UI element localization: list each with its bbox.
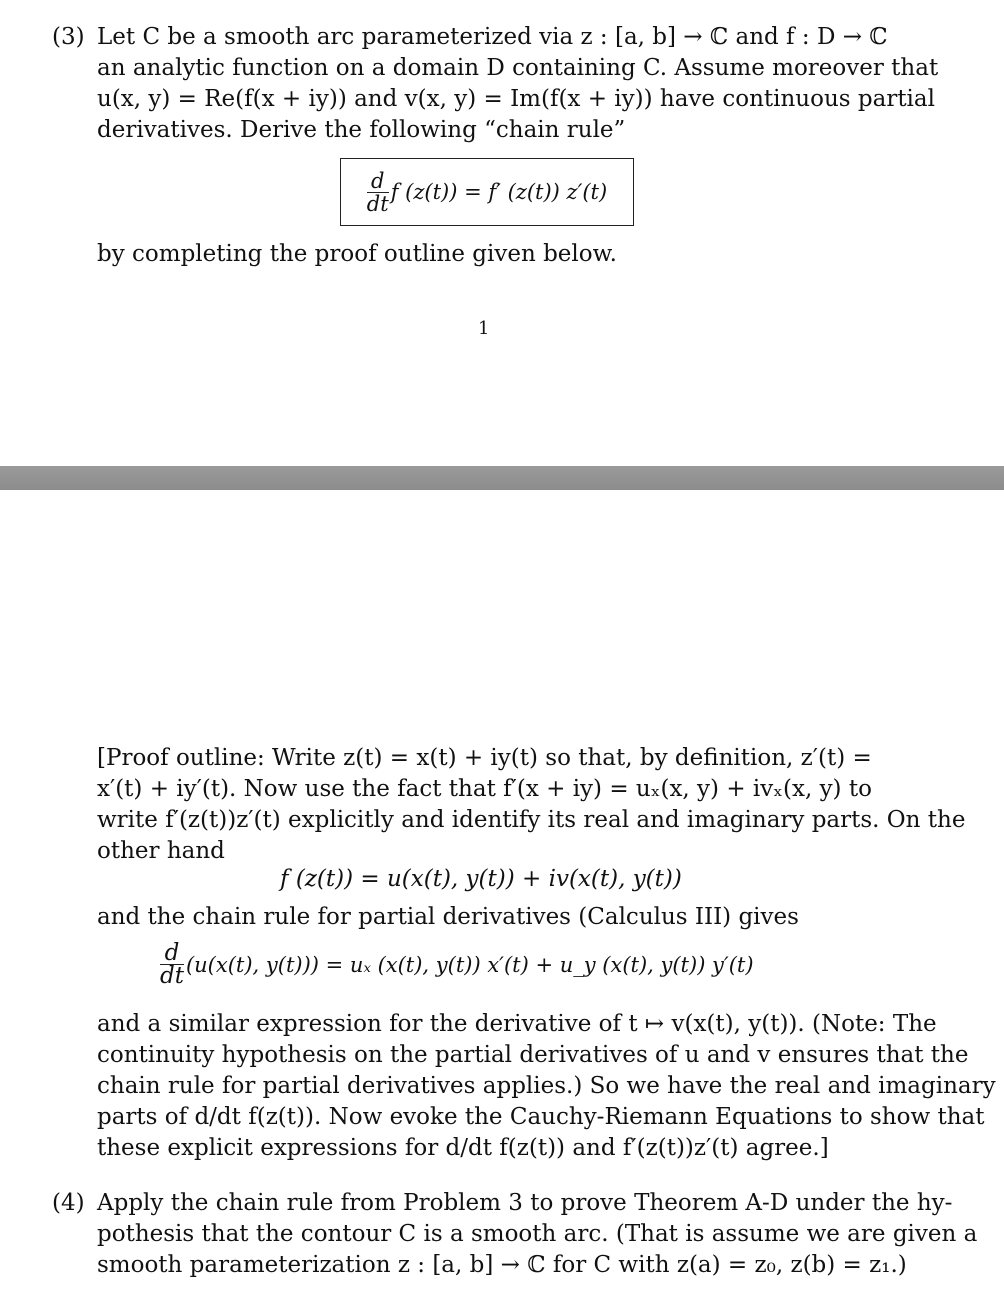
fraction-denominator: dt	[160, 963, 184, 989]
page-separator	[0, 466, 1004, 490]
proof-line: x′(t) + iy′(t). Now use the fact that f′(x + iy) = uₓ(x, y) + ivₓ(x, y) to	[97, 776, 872, 802]
proof-line: write f′(z(t))z′(t) explicitly and identify its real and imaginary parts. On the	[97, 807, 966, 833]
page-number: 1	[478, 318, 490, 339]
problem-3-line: Let C be a smooth arc parameterized via z : [a, b] → ℂ and f : D → ℂ	[97, 24, 888, 50]
fraction-numerator: d	[160, 942, 184, 965]
equation-partial-chain-rule	[160, 942, 754, 987]
problem-4-line: pothesis that the contour C is a smooth arc. (That is assume we are given a	[97, 1221, 978, 1247]
problem-3-line: derivatives. Derive the following “chain rule”	[97, 117, 626, 143]
equation-f-of-z: f (z(t)) = u(x(t), y(t)) + iv(x(t), y(t))	[280, 866, 682, 892]
page-1	[0, 0, 1004, 466]
proof-line: and a similar expression for the derivative of t ↦ v(x(t), y(t)). (Note: The	[97, 1011, 937, 1037]
proof-line: chain rule for partial derivatives applies.) So we have the real and imaginary	[97, 1073, 996, 1099]
problem-3-line: u(x, y) = Re(f(x + iy)) and v(x, y) = Im(f(x + iy)) have continuous partial	[97, 86, 935, 112]
chain-rule-intro-line: and the chain rule for partial derivatives (Calculus III) gives	[97, 904, 799, 930]
derivative-fraction	[160, 942, 184, 987]
problem-3-number: (3)	[52, 24, 85, 50]
chain-rule-intro	[97, 902, 961, 933]
boxed-chain-rule-equation	[340, 158, 634, 226]
proof-line: these explicit expressions for d/dt f(z(t)) and f′(z(t))z′(t) agree.]	[97, 1135, 829, 1161]
problem-3-closing	[97, 239, 961, 270]
derivative-fraction	[367, 170, 389, 215]
proof-line: [Proof outline: Write z(t) = x(t) + iy(t) so that, by definition, z′(t) =	[97, 745, 872, 771]
page-2	[0, 490, 1004, 1298]
problem-4-statement	[97, 1188, 978, 1281]
problem-4-number: (4)	[52, 1190, 85, 1216]
fraction-denominator: dt	[366, 191, 389, 216]
equation-rhs: f (z(t)) = f′ (z(t)) z′(t)	[390, 180, 608, 204]
proof-outline-conclusion	[97, 1009, 996, 1164]
problem-4-line: Apply the chain rule from Problem 3 to prove Theorem A-D under the hy-	[97, 1190, 953, 1216]
proof-line: other hand	[97, 838, 225, 864]
proof-outline-intro	[97, 743, 966, 867]
proof-line: continuity hypothesis on the partial derivatives of u and v ensures that the	[97, 1042, 969, 1068]
proof-line: parts of d/dt f(z(t)). Now evoke the Cauchy-Riemann Equations to show that	[97, 1104, 985, 1130]
closing-line: by completing the proof outline given below.	[97, 241, 617, 267]
fraction-numerator: d	[367, 170, 389, 193]
equation-rhs: (u(x(t), y(t))) = uₓ (x(t), y(t)) x′(t) + u_y (x(t), y(t)) y′(t)	[185, 952, 754, 977]
problem-3-statement	[97, 22, 961, 146]
problem-3-line: an analytic function on a domain D containing C. Assume moreover that	[97, 55, 939, 81]
problem-4-line: smooth parameterization z : [a, b] → ℂ for C with z(a) = z₀, z(b) = z₁.)	[97, 1252, 907, 1278]
